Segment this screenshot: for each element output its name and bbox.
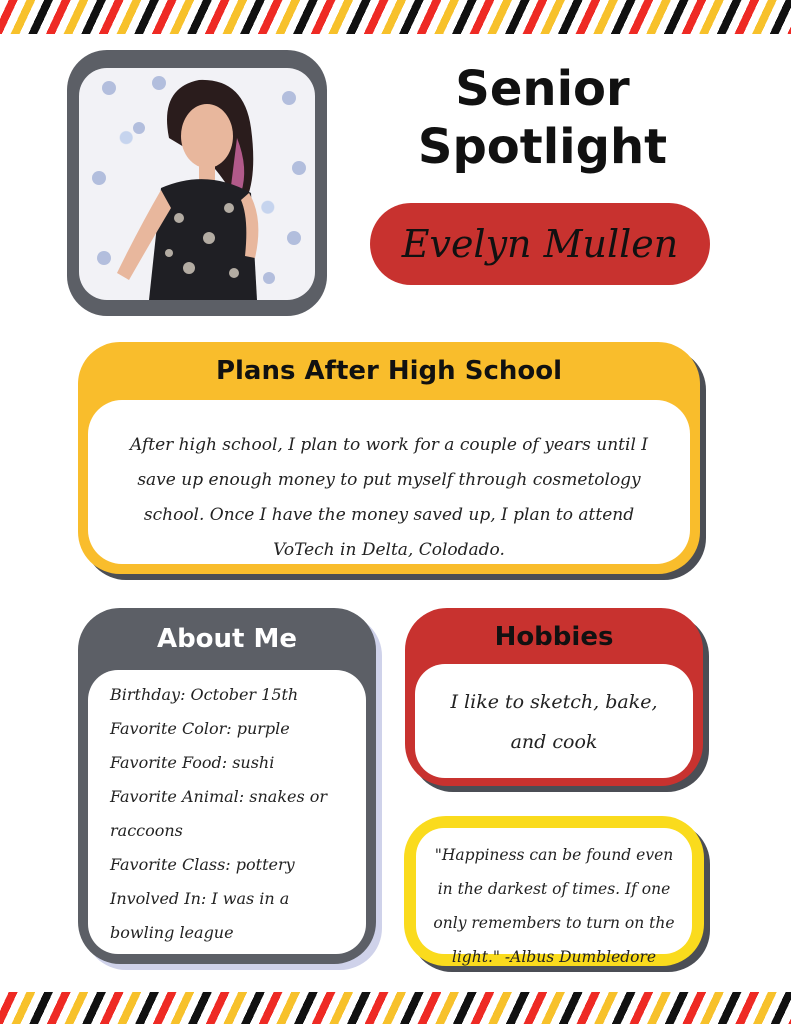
about-list <box>110 678 350 950</box>
portrait-photo-icon <box>79 68 315 300</box>
about-birthday: Birthday: October 15th <box>110 685 299 704</box>
hobbies-card <box>405 608 703 786</box>
student-name: Evelyn Mullen <box>401 222 679 266</box>
about-favorite-color: Favorite Color: purple <box>110 719 290 738</box>
about-card <box>78 608 376 964</box>
student-photo <box>79 68 315 300</box>
about-favorite-class: Favorite Class: pottery <box>110 855 295 874</box>
about-favorite-food: Favorite Food: sushi <box>110 753 275 772</box>
top-stripe-border <box>0 0 791 34</box>
bottom-stripe-border <box>0 992 791 1024</box>
about-favorite-animal: Favorite Animal: snakes or raccoons <box>110 787 328 840</box>
about-heading: About Me <box>156 624 298 654</box>
page-title <box>380 60 705 176</box>
photo-frame <box>67 50 327 316</box>
hobbies-text: I like to sketch, bake, and cook <box>450 691 658 753</box>
hobbies-body <box>415 664 693 778</box>
plans-text: After high school, I plan to work for a couple of years until I save up enough money to put myself through cosmetology school. Once I have the money saved up, I plan to attend VoTech in Delta, Colodado. <box>129 435 649 560</box>
about-involved-in: Involved In: I was in a bowling league <box>110 889 290 942</box>
quote-card <box>404 816 704 966</box>
plans-heading: Plans After High School <box>215 356 563 386</box>
hobbies-heading: Hobbies <box>494 622 614 652</box>
name-banner <box>370 203 710 285</box>
plans-body <box>88 400 690 564</box>
plans-card <box>78 342 700 574</box>
title-line-2: Spotlight <box>417 119 668 175</box>
quote-body <box>416 828 692 966</box>
quote-text: "Happiness can be found even in the darkest of times. If one only remembers to turn on the light." -Albus Dumbledore <box>433 846 675 966</box>
title-line-1: Senior <box>455 61 630 117</box>
about-body <box>88 670 366 954</box>
